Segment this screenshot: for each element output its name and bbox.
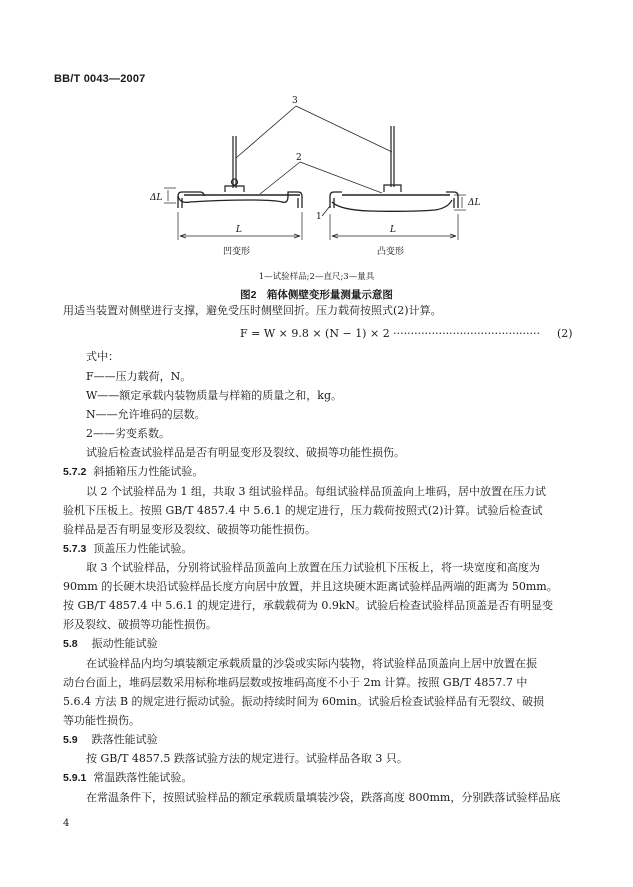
figure-legend: 1—试验样品;2—直尺;3—量具 bbox=[258, 272, 375, 282]
right-gauge bbox=[384, 126, 401, 192]
concave-label: 凹变形 bbox=[223, 247, 251, 257]
paragraph-line: 90mm 的长硬木块沿试验样品长度方向居中放置，并且这块硬木距离试验样品两端的距离为 50mm。 bbox=[63, 580, 558, 593]
section-5-9-heading bbox=[63, 733, 158, 747]
paragraph-line: 形及裂纹、破损等功能性损伤。 bbox=[63, 618, 217, 631]
paragraph-line: 在常温条件下，按照试验样品的额定承载质量填装沙袋，跌落高度 800mm，分别跌落试验样品底 bbox=[86, 791, 561, 804]
left-length-label: L bbox=[236, 225, 242, 235]
paragraph-line: 验样品是否有明显变形及裂纹、破损等功能性损伤。 bbox=[63, 523, 316, 536]
callout-1: 1 bbox=[316, 212, 322, 222]
formula: F = W × 9.8 × (N − 1) × 2 ·········································· bbox=[240, 327, 541, 340]
callout-3: 3 bbox=[292, 96, 298, 106]
section-number: 5.7.3 bbox=[63, 543, 87, 555]
section-number: 5.9.1 bbox=[63, 772, 87, 784]
section-title: 常温跌落性能试验。 bbox=[93, 771, 193, 784]
paragraph-line: 验机下压板上。按照 GB/T 4857.4 中 5.6.1 的规定进行，压力载荷按照式(2)计算。试验后检查试 bbox=[63, 504, 543, 517]
left-gauge bbox=[225, 136, 244, 192]
intro-paragraph: 用适当装置对侧壁进行支撑，避免受压时侧壁回折。压力载荷按照式(2)计算。 bbox=[63, 304, 442, 317]
definition-2: 2——劣变系数。 bbox=[86, 427, 170, 440]
left-delta-dimension bbox=[164, 188, 176, 203]
paragraph-line: 等功能性损伤。 bbox=[63, 714, 140, 727]
convex-label: 凸变形 bbox=[377, 247, 405, 257]
section-title: 顶盖压力性能试验。 bbox=[93, 542, 193, 555]
paragraph-line: 以 2 个试验样品为 1 组，共取 3 组试验样品。每组试验样品顶盖向上堆码，居中放置在压力试 bbox=[86, 485, 546, 498]
definition-n: N——允许堆码的层数。 bbox=[86, 408, 206, 421]
section-number: 5.8 bbox=[63, 638, 78, 650]
paragraph-line: 按 GB/T 4857.4 中 5.6.1 的规定进行，承载载荷为 0.9kN。试验后检查试验样品顶盖是否有明显变 bbox=[63, 599, 554, 612]
right-length-label: L bbox=[390, 225, 396, 235]
paragraph-line: 在试验样品内均匀填装额定承载质量的沙袋或实际内装物，将试验样品顶盖向上居中放置在振 bbox=[86, 657, 537, 670]
section-number: 5.9 bbox=[63, 734, 78, 746]
paragraph-line: 5.6.4 方法 B 的规定进行振动试验。振动持续时间为 60min。试验后检查试验样品有无裂纹、破损 bbox=[63, 695, 545, 708]
callout-2: 2 bbox=[296, 153, 302, 163]
section-title: 振动性能试验 bbox=[91, 637, 158, 650]
where-label: 式中： bbox=[86, 350, 119, 363]
definition-w: W——额定承载内装物质量与样箱的质量之和，kg。 bbox=[86, 389, 343, 402]
section-title: 斜插箱压力性能试验。 bbox=[93, 465, 204, 478]
paragraph-line: 按 GB/T 4857.5 跌落试验方法的规定进行。试验样品各取 3 只。 bbox=[86, 752, 408, 765]
section-5-9-1-heading bbox=[63, 771, 192, 785]
page-number: 4 bbox=[63, 818, 70, 829]
paragraph-line: 动台台面上，堆码层数采用标称堆码层数或按堆码高度不小于 2m 计算。按照 GB/T 4857.7 中 bbox=[63, 676, 528, 689]
formula-number: (2) bbox=[557, 327, 573, 340]
section-title: 跌落性能试验 bbox=[91, 733, 158, 746]
section-number: 5.7.2 bbox=[63, 466, 87, 478]
section-5-8-heading bbox=[63, 637, 158, 651]
right-delta-label: ΔL bbox=[468, 198, 481, 208]
section-5-7-2-heading bbox=[63, 465, 203, 479]
definition-f: F——压力载荷，N。 bbox=[86, 370, 192, 383]
section-5-7-3-heading bbox=[63, 542, 192, 556]
document-code-header: BB/T 0043—2007 bbox=[54, 73, 146, 85]
figure-caption: 图2 箱体侧壁变形量测量示意图 bbox=[240, 289, 393, 301]
paragraph-line: 取 3 个试验样品，分别将试验样品顶盖向上放置在压力试验机下压板上，将一块宽度和高度为 bbox=[86, 561, 540, 574]
right-delta-dimension bbox=[454, 195, 466, 210]
after-test-text: 试验后检查试验样品是否有明显变形及裂纹、破损等功能性损伤。 bbox=[86, 446, 405, 459]
left-delta-label: ΔL bbox=[150, 193, 163, 203]
